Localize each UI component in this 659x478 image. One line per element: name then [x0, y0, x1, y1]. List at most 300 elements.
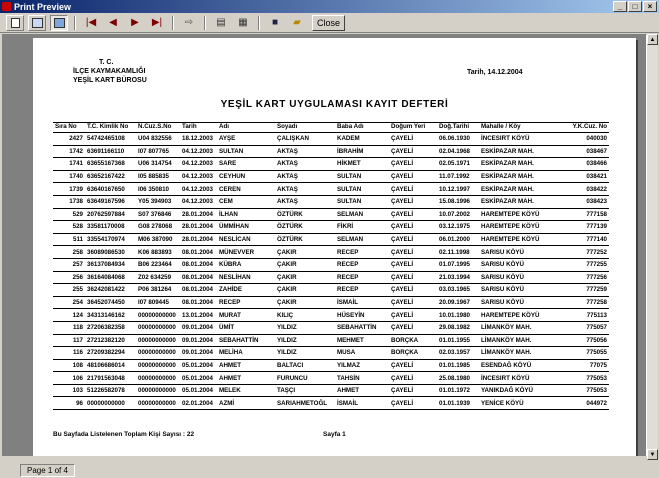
table-cell: AKTAŞ — [275, 195, 335, 208]
table-cell: 08.01.2004 — [180, 258, 217, 271]
table-cell: 1740 — [53, 170, 85, 183]
table-cell: ÇAYELİ — [389, 183, 437, 196]
table-cell: 116 — [53, 347, 85, 360]
table-cell: SARISU KÖYÜ — [479, 258, 556, 271]
table-cell: 1742 — [53, 145, 85, 158]
table-cell: 775053 — [556, 384, 609, 397]
table-row — [53, 158, 609, 171]
table-cell: İBRAHİM — [335, 145, 389, 158]
table-cell: İSMAİL — [335, 296, 389, 309]
table-cell: 00000000000 — [136, 334, 180, 347]
table-cell: LİMANKÖY MAH. — [479, 321, 556, 334]
table-cell: SEBAHATTİN — [217, 334, 275, 347]
table-cell: 63652167422 — [85, 170, 136, 183]
table-cell: AHMET — [217, 372, 275, 385]
table-cell: 01.01.1972 — [437, 384, 479, 397]
table-cell: 00000000000 — [136, 347, 180, 360]
close-button[interactable]: Close — [312, 15, 345, 31]
table-cell: 00000000000 — [85, 397, 136, 410]
table-cell: 01.01.1985 — [437, 359, 479, 372]
table-cell: YILMAZ — [335, 359, 389, 372]
table-cell: İNCESIRT KÖYÜ — [479, 372, 556, 385]
column-header: Adı — [219, 123, 229, 130]
table-cell: FURUNCU — [275, 372, 335, 385]
table-cell: 00000000000 — [136, 384, 180, 397]
toolbar — [0, 13, 659, 33]
table-row — [53, 284, 609, 297]
table-cell: 05.01.2004 — [180, 384, 217, 397]
table-cell: ÇAYELİ — [389, 246, 437, 259]
table-cell: AZMİ — [217, 397, 275, 410]
table-cell: ÇAYELİ — [389, 284, 437, 297]
table-cell: TAHSİN — [335, 372, 389, 385]
table-cell: 08.01.2004 — [180, 296, 217, 309]
table-row — [53, 133, 609, 146]
table-cell: 038467 — [556, 145, 609, 158]
table-cell: 51226582078 — [85, 384, 136, 397]
table-cell: 038423 — [556, 195, 609, 208]
open-icon[interactable]: ▰ — [293, 17, 301, 28]
table-cell: 36164084068 — [85, 271, 136, 284]
table-cell: 777258 — [556, 296, 609, 309]
table-cell: ÇAKIR — [275, 258, 335, 271]
table-cell: 13.01.2004 — [180, 309, 217, 322]
table-cell: ESKİPAZAR MAH. — [479, 195, 556, 208]
table-cell: 05.01.2004 — [180, 359, 217, 372]
table-cell: 01.07.1995 — [437, 258, 479, 271]
table-cell: ÇAYELİ — [389, 359, 437, 372]
table-cell: 09.01.2004 — [180, 334, 217, 347]
table-cell: MELİHA — [217, 347, 275, 360]
table-cell: 777140 — [556, 233, 609, 246]
table-cell: 02.05.1971 — [437, 158, 479, 171]
table-cell: NESLİHAN — [217, 271, 275, 284]
table-cell: 1741 — [53, 158, 85, 171]
table-cell: ÖZTÜRK — [275, 233, 335, 246]
table-row — [53, 233, 609, 246]
table-cell: KILIÇ — [275, 309, 335, 322]
table-cell: KÜBRA — [217, 258, 275, 271]
page-indicator: Page 1 of 4 — [20, 464, 75, 477]
table-cell: HAREMTEPE KÖYÜ — [479, 221, 556, 234]
column-header: T.C. Kimlik No — [87, 123, 129, 130]
table-cell: ÇAYELİ — [389, 195, 437, 208]
table-cell: 777158 — [556, 208, 609, 221]
table-cell: 34313146162 — [85, 309, 136, 322]
table-cell: 00000000000 — [136, 372, 180, 385]
table-row — [53, 384, 609, 397]
table-cell: 27209382294 — [85, 347, 136, 360]
table-cell: 257 — [53, 258, 85, 271]
table-cell: 36137084934 — [85, 258, 136, 271]
table-cell: 040030 — [556, 133, 609, 146]
table-cell: ÇAYELİ — [389, 372, 437, 385]
table-row — [53, 271, 609, 284]
table-cell: 09.01.2004 — [180, 347, 217, 360]
table-cell: ÇALIŞKAN — [275, 133, 335, 146]
table-row — [53, 397, 609, 410]
table-cell: 256 — [53, 271, 85, 284]
table-cell: 00000000000 — [136, 321, 180, 334]
table-cell: ÇAYELİ — [389, 397, 437, 410]
table-cell: LİMANKÖY MAH. — [479, 347, 556, 360]
table-row — [53, 258, 609, 271]
table-cell: YILDIZ — [275, 347, 335, 360]
two-page-icon[interactable] — [28, 15, 46, 31]
table-cell: 18.12.2003 — [180, 133, 217, 146]
table-cell: 255 — [53, 284, 85, 297]
table-cell: HİKMET — [335, 158, 389, 171]
table-row — [53, 195, 609, 208]
window-controls — [613, 1, 657, 12]
minimize-button[interactable]: _ — [613, 1, 627, 12]
table-cell: ESKİPAZAR MAH. — [479, 183, 556, 196]
table-cell: İLHAN — [217, 208, 275, 221]
table-cell: I07 807765 — [136, 145, 180, 158]
table-cell: G08 278068 — [136, 221, 180, 234]
table-cell: YANIKDAĞ KÖYÜ — [479, 384, 556, 397]
toolbar-separator — [258, 16, 260, 30]
table-cell: SARISU KÖYÜ — [479, 284, 556, 297]
table-cell: 775056 — [556, 334, 609, 347]
table-cell: 27206382358 — [85, 321, 136, 334]
table-cell: ZAHİDE — [217, 284, 275, 297]
table-cell: SARIAHMETOĞL — [275, 397, 335, 410]
table-cell: 02.03.1957 — [437, 347, 479, 360]
table-cell: KADEM — [335, 133, 389, 146]
table-cell: RECEP — [217, 296, 275, 309]
table-cell: MEHMET — [335, 334, 389, 347]
table-cell: 96 — [53, 397, 85, 410]
table-cell: I07 809445 — [136, 296, 180, 309]
table-cell: 528 — [53, 221, 85, 234]
table-cell: I05 885835 — [136, 170, 180, 183]
table-cell: 15.08.1996 — [437, 195, 479, 208]
table-cell: ÇAYELİ — [389, 296, 437, 309]
header-line-3: YEŞİL KART BÜROSU — [73, 77, 147, 84]
table-cell: CEYHUN — [217, 170, 275, 183]
table-cell: AKTAŞ — [275, 145, 335, 158]
toolbar-separator — [204, 16, 206, 30]
table-cell: 118 — [53, 321, 85, 334]
scroll-down-icon[interactable]: ▼ — [647, 449, 658, 460]
table-cell: 25.08.1980 — [437, 372, 479, 385]
table-cell: ÇAYELİ — [389, 271, 437, 284]
table-cell: 63691166110 — [85, 145, 136, 158]
column-header: Mahalle / Köy — [481, 123, 521, 130]
table-row — [53, 309, 609, 322]
table-cell: 33554170974 — [85, 233, 136, 246]
table-cell: AHMET — [335, 384, 389, 397]
table-cell: 27212382120 — [85, 334, 136, 347]
table-cell: 04.12.2003 — [180, 158, 217, 171]
table-cell: ÜMİT — [217, 321, 275, 334]
table-cell: SARISU KÖYÜ — [479, 271, 556, 284]
table-row — [53, 372, 609, 385]
table-cell: ÖZTÜRK — [275, 221, 335, 234]
table-cell: YILDIZ — [275, 334, 335, 347]
table-cell: RECEP — [335, 271, 389, 284]
table-row — [53, 145, 609, 158]
table-cell: ÇAYELİ — [389, 133, 437, 146]
column-header: Doğ.Tarihi — [439, 123, 470, 130]
table-cell: 103 — [53, 384, 85, 397]
table-cell: SARISU KÖYÜ — [479, 296, 556, 309]
table-cell: U06 314754 — [136, 158, 180, 171]
table-cell: HAREMTEPE KÖYÜ — [479, 309, 556, 322]
table-cell: ESENDAĞ KÖYÜ — [479, 359, 556, 372]
table-row — [53, 321, 609, 334]
header-line-1: T. C. — [99, 59, 114, 66]
table-cell: AYŞE — [217, 133, 275, 146]
table-cell: ÇAKIR — [275, 296, 335, 309]
table-cell: 04.12.2003 — [180, 170, 217, 183]
table-cell: 10.01.1980 — [437, 309, 479, 322]
scroll-up-icon[interactable]: ▲ — [647, 34, 658, 45]
table-cell: HAREMTEPE KÖYÜ — [479, 208, 556, 221]
column-header: Baba Adı — [337, 123, 364, 130]
table-cell: ÜMMİHAN — [217, 221, 275, 234]
table-cell: ÇAYELİ — [389, 258, 437, 271]
table-row — [53, 221, 609, 234]
report-title: YEŞİL KART UYGULAMASI KAYIT DEFTERİ — [220, 99, 449, 110]
table-row — [53, 296, 609, 309]
table-cell: M06 387090 — [136, 233, 180, 246]
table-cell: RECEP — [335, 284, 389, 297]
table-cell: 11.07.1992 — [437, 170, 479, 183]
table-cell: 08.01.2004 — [180, 271, 217, 284]
table-cell: RECEP — [335, 258, 389, 271]
preview-area — [2, 34, 647, 460]
table-cell: ÇAYELİ — [389, 309, 437, 322]
column-header: Doğum Yeri — [391, 123, 426, 130]
table-cell: 21.03.1994 — [437, 271, 479, 284]
table-cell: 63640167650 — [85, 183, 136, 196]
table-cell: 775113 — [556, 309, 609, 322]
table-cell: ESKİPAZAR MAH. — [479, 145, 556, 158]
table-cell: 03.12.1975 — [437, 221, 479, 234]
table-row — [53, 246, 609, 259]
table-row — [53, 334, 609, 347]
table-cell: 77075 — [556, 359, 609, 372]
table-cell: 00000000000 — [136, 397, 180, 410]
table-cell: AKTAŞ — [275, 158, 335, 171]
table-cell: CEREN — [217, 183, 275, 196]
table-cell: B06 223464 — [136, 258, 180, 271]
table-cell: 108 — [53, 359, 85, 372]
toolbar-separator — [172, 16, 174, 30]
first-page-icon[interactable]: |◀ — [85, 17, 97, 28]
report-table — [53, 121, 609, 410]
table-cell: K06 883893 — [136, 246, 180, 259]
table-cell: 529 — [53, 208, 85, 221]
table-cell: FİKRİ — [335, 221, 389, 234]
table-cell: NESLİCAN — [217, 233, 275, 246]
table-cell: 775055 — [556, 347, 609, 360]
table-cell: 36242081422 — [85, 284, 136, 297]
table-cell: ESKİPAZAR MAH. — [479, 170, 556, 183]
table-cell: ÇAYELİ — [389, 158, 437, 171]
table-cell: YILDIZ — [275, 321, 335, 334]
column-header: Tarih — [182, 123, 197, 130]
table-cell: I06 350810 — [136, 183, 180, 196]
table-cell: 1738 — [53, 195, 85, 208]
table-cell: 63649167596 — [85, 195, 136, 208]
table-cell: ÇAYELİ — [389, 221, 437, 234]
table-cell: MURAT — [217, 309, 275, 322]
app-icon — [2, 2, 11, 11]
one-page-icon[interactable] — [6, 15, 24, 31]
table-cell: S07 376846 — [136, 208, 180, 221]
table-cell: TAŞÇI — [275, 384, 335, 397]
table-row — [53, 359, 609, 372]
table-cell: 29.08.1982 — [437, 321, 479, 334]
table-cell: 038466 — [556, 158, 609, 171]
table-cell: BORÇKA — [389, 347, 437, 360]
table-cell: 36452074450 — [85, 296, 136, 309]
table-cell: ÖZTÜRK — [275, 208, 335, 221]
table-cell: 044972 — [556, 397, 609, 410]
table-cell: İSMAİL — [335, 397, 389, 410]
table-cell: ESKİPAZAR MAH. — [479, 158, 556, 171]
multi-page-icon[interactable] — [50, 15, 68, 31]
table-cell: 04.12.2003 — [180, 145, 217, 158]
table-cell: ÇAYELİ — [389, 233, 437, 246]
table-cell: 777139 — [556, 221, 609, 234]
table-cell: 04.12.2003 — [180, 183, 217, 196]
table-cell: 2427 — [53, 133, 85, 146]
table-cell: 20762597884 — [85, 208, 136, 221]
table-cell: 08.01.2004 — [180, 246, 217, 259]
table-cell: 777256 — [556, 271, 609, 284]
status-bar — [0, 462, 659, 478]
table-cell: SEBAHATTİN — [335, 321, 389, 334]
table-cell: 00000000000 — [136, 309, 180, 322]
print-icon[interactable]: ▤ — [216, 17, 226, 28]
table-cell: MÜNEVVER — [217, 246, 275, 259]
table-cell: 01.01.1955 — [437, 334, 479, 347]
table-header-row — [53, 121, 609, 132]
table-cell: 124 — [53, 309, 85, 322]
table-cell: 02.11.1998 — [437, 246, 479, 259]
table-cell: LİMANKÖY MAH. — [479, 334, 556, 347]
table-cell: 775057 — [556, 321, 609, 334]
table-cell: SULTAN — [217, 145, 275, 158]
vertical-scrollbar[interactable] — [647, 34, 658, 460]
column-header: Soyadı — [277, 123, 298, 130]
table-cell: 28.01.2004 — [180, 208, 217, 221]
table-cell: 02.04.1968 — [437, 145, 479, 158]
table-cell: ÇAYELİ — [389, 321, 437, 334]
table-cell: 038422 — [556, 183, 609, 196]
column-header: Sıra No — [55, 123, 77, 130]
table-cell: SELMAN — [335, 233, 389, 246]
table-cell: 21791563048 — [85, 372, 136, 385]
table-cell: 02.01.2004 — [180, 397, 217, 410]
table-row — [53, 208, 609, 221]
table-cell: 33581170008 — [85, 221, 136, 234]
table-cell: YENİCE KÖYÜ — [479, 397, 556, 410]
table-row — [53, 170, 609, 183]
table-cell: 36089086530 — [85, 246, 136, 259]
table-cell: 20.09.1967 — [437, 296, 479, 309]
table-cell: 06.01.2000 — [437, 233, 479, 246]
table-cell: MUSA — [335, 347, 389, 360]
table-row — [53, 183, 609, 196]
table-cell: 10.12.1997 — [437, 183, 479, 196]
window-title: Print Preview — [14, 1, 72, 12]
table-cell: 1739 — [53, 183, 85, 196]
table-cell: BALTACI — [275, 359, 335, 372]
toolbar-separator — [74, 16, 76, 30]
table-cell: Z02 634259 — [136, 271, 180, 284]
table-cell: SULTAN — [335, 170, 389, 183]
header-line-2: İLÇE KAYMAKAMLIĞI — [73, 68, 146, 75]
goto-page-icon[interactable]: ⇨ — [184, 17, 194, 28]
print-setup-icon[interactable]: ▦ — [238, 17, 248, 28]
table-cell: SELMAN — [335, 208, 389, 221]
table-cell: ÇAYELİ — [389, 384, 437, 397]
table-cell: 01.01.1939 — [437, 397, 479, 410]
table-cell: 08.01.2004 — [180, 284, 217, 297]
report-page — [33, 38, 636, 460]
table-cell: 117 — [53, 334, 85, 347]
table-cell: ÇAKIR — [275, 246, 335, 259]
table-cell: BORÇKA — [389, 334, 437, 347]
table-cell: SULTAN — [335, 195, 389, 208]
prev-page-icon[interactable]: ◀ — [109, 17, 117, 28]
table-cell: 09.01.2004 — [180, 321, 217, 334]
table-cell: ÇAKIR — [275, 271, 335, 284]
table-cell: HÜSEYİN — [335, 309, 389, 322]
report-date: Tarih, 14.12.2004 — [467, 69, 523, 76]
table-cell: 04.12.2003 — [180, 195, 217, 208]
table-cell: AKTAŞ — [275, 170, 335, 183]
table-cell: 10.07.2002 — [437, 208, 479, 221]
table-cell: AHMET — [217, 359, 275, 372]
table-cell: SARISU KÖYÜ — [479, 246, 556, 259]
column-header: N.Cuz.S.No — [138, 123, 172, 130]
table-cell: RECEP — [335, 246, 389, 259]
table-cell: U04 832556 — [136, 133, 180, 146]
table-cell: Y05 394903 — [136, 195, 180, 208]
column-header: Y.K.Cuz. No — [572, 123, 607, 130]
last-page-icon[interactable]: ▶| — [151, 17, 163, 28]
table-cell: 28.01.2004 — [180, 233, 217, 246]
table-cell: 511 — [53, 233, 85, 246]
table-row — [53, 347, 609, 360]
next-page-icon[interactable]: ▶ — [131, 17, 139, 28]
table-cell: P06 381264 — [136, 284, 180, 297]
table-cell: 777255 — [556, 258, 609, 271]
footer-page: Sayfa 1 — [323, 431, 346, 438]
table-cell: SARE — [217, 158, 275, 171]
table-cell: ÇAYELİ — [389, 170, 437, 183]
table-cell: 106 — [53, 372, 85, 385]
save-icon[interactable]: ■ — [271, 17, 279, 28]
table-cell: 777252 — [556, 246, 609, 259]
close-window-button[interactable]: × — [643, 1, 657, 12]
maximize-button[interactable]: □ — [628, 1, 642, 12]
title-bar — [0, 0, 659, 13]
footer-count: Bu Sayfada Listelenen Toplam Kişi Sayısı : 22 — [53, 431, 195, 438]
table-cell: 775053 — [556, 372, 609, 385]
table-cell: AKTAŞ — [275, 183, 335, 196]
table-cell: 258 — [53, 246, 85, 259]
table-cell: SULTAN — [335, 183, 389, 196]
table-cell: ÇAKIR — [275, 284, 335, 297]
table-cell: 05.01.2004 — [180, 372, 217, 385]
